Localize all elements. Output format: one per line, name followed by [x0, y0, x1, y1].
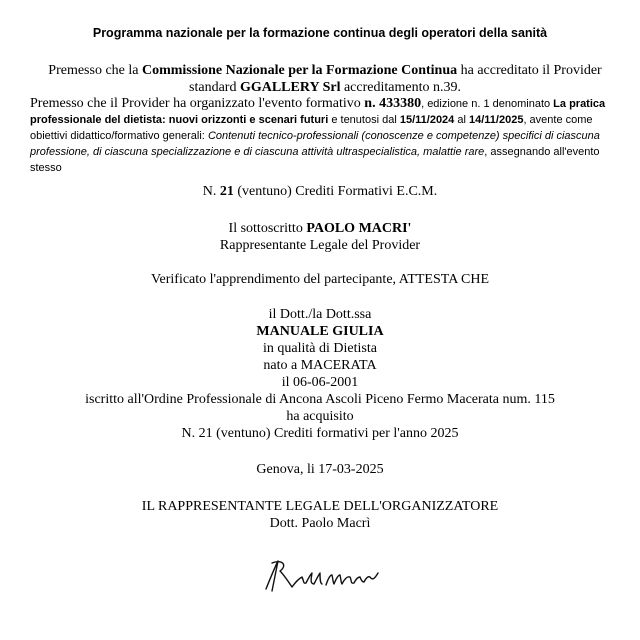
- text: al: [454, 114, 469, 126]
- text: e tenutosi dal: [328, 114, 400, 126]
- document-title: Programma nazionale per la formazione continua degli operatori della sanità: [92, 26, 548, 40]
- provider-name: GGALLERY Srl: [239, 80, 341, 95]
- signatory-name: PAOLO MACRI': [306, 221, 412, 236]
- credits-line: [0, 183, 640, 200]
- accreditation-paragraph: [30, 62, 620, 96]
- event-number: n. 433380: [364, 96, 422, 111]
- credits-number: 21: [219, 184, 234, 199]
- text: Premesso che la: [48, 63, 142, 78]
- legal-representative-name: Dott. Paolo Macrì: [269, 516, 371, 531]
- text: ha accreditato il Provider standard: [189, 63, 602, 95]
- date-from: 15/11/2024: [399, 114, 455, 126]
- text: Il sottoscritto: [228, 221, 307, 236]
- text: (ventuno) Crediti Formativi E.C.M.: [233, 184, 438, 199]
- commission-name: Commissione Nazionale per la Formazione Continua: [141, 63, 458, 78]
- place-date: Genova, li 17-03-2025: [256, 462, 384, 477]
- text: N.: [202, 184, 220, 199]
- signatory-line: [0, 220, 640, 237]
- participant-salutation: il Dott./la Dott.ssa: [268, 307, 372, 322]
- event-title: La pratica professionale del dietista: nuovi orizzonti e scenari futuri: [30, 98, 606, 126]
- participant-name: MANUALE GIULIA: [256, 324, 384, 339]
- text: Premesso che il Provider ha organizzato l'evento formativo: [30, 96, 365, 111]
- date-to: 14/11/2025: [468, 114, 524, 126]
- participant-profession: in qualità di Dietista: [263, 341, 377, 356]
- text: , assegnando all'evento stesso: [30, 146, 600, 174]
- signatory-role: Rappresentante Legale del Provider: [219, 238, 421, 253]
- event-paragraph: [30, 96, 620, 176]
- text: , edizione n. 1 denominato: [421, 98, 554, 110]
- participant-birthplace: nato a MACERATA: [263, 358, 377, 373]
- participant-birthdate: il 06-06-2001: [281, 375, 359, 390]
- text: accreditamento n.39.: [340, 80, 461, 95]
- credits-year: N. 21 (ventuno) Crediti formativi per l'anno 2025: [181, 426, 459, 441]
- participant-registration: iscritto all'Ordine Professionale di Ancona Ascoli Piceno Fermo Macerata num. 115: [85, 392, 555, 407]
- verification-statement: Verificato l'apprendimento del partecipante, ATTESTA CHE: [150, 272, 490, 287]
- signature: [262, 553, 392, 597]
- text: , avente come obiettivi didattico/formativo generali:: [30, 114, 593, 142]
- event-objectives: Contenuti tecnico-professionali (conoscenze e competenze) specifici di ciascuna professione, di ciascuna specializzazione e di ciascuna attività ultraspecialistica, malattie rare: [30, 130, 600, 158]
- legal-representative-title: IL RAPPRESENTANTE LEGALE DELL'ORGANIZZATORE: [141, 499, 499, 514]
- acquired-label: ha acquisito: [286, 409, 354, 424]
